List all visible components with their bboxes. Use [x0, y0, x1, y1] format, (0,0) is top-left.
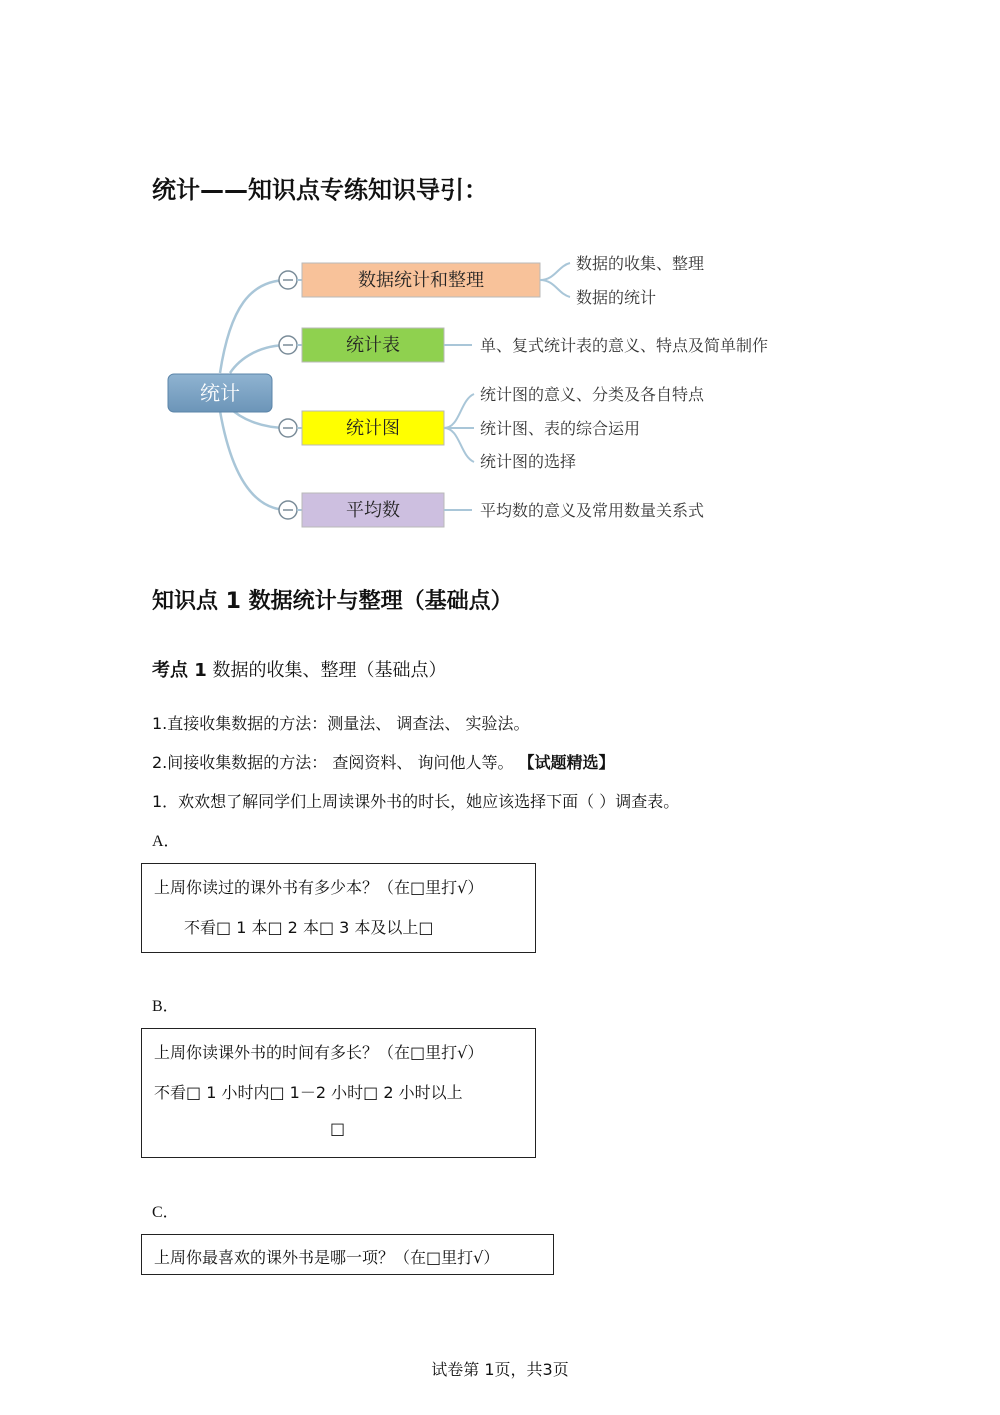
mindmap-branch-label: 统计图: [346, 418, 400, 439]
mindmap-sub-label: 数据的收集、整理: [576, 254, 705, 273]
mindmap-sub-label: 单、复式统计表的意义、特点及简单制作: [480, 336, 769, 355]
mindmap-branch-label: 数据统计和整理: [358, 270, 484, 291]
kaodian-label: 考点 1: [152, 660, 207, 681]
mindmap-sub-label: 平均数的意义及常用数量关系式: [480, 501, 705, 520]
mindmap-sub-label: 统计图的选择: [480, 452, 577, 471]
method-indirect: 2.间接收集数据的方法： 查阅资料、 询问他人等。: [152, 753, 514, 772]
option-b-checkbox: □: [330, 1119, 346, 1138]
kaodian-text: 数据的收集、整理（基础点）: [206, 660, 447, 681]
method-indirect-line: [152, 750, 615, 773]
page-title: 统计——知识点专练知识导引：: [152, 176, 488, 204]
mind-map-diagram: [160, 248, 880, 548]
option-b-choices: 不看□ 1 小时内□ 1－2 小时□ 2 小时以上: [154, 1083, 463, 1102]
kaodian-line: [152, 656, 447, 682]
method-direct: 1.直接收集数据的方法：测量法、 调查法、 实验法。: [152, 714, 530, 733]
option-c-question: 上周你最喜欢的课外书是哪一项？（在□里打√）: [154, 1248, 500, 1267]
option-a-label[interactable]: A．: [152, 833, 180, 850]
mindmap-branch-label: 统计表: [346, 335, 400, 356]
mindmap-sub-label: 数据的统计: [576, 288, 657, 307]
question-text: 1．欢欢想了解同学们上周读课外书的时长，她应该选择下面（ ）调查表。: [152, 792, 680, 811]
option-b-question: 上周你读课外书的时间有多长？（在□里打√）: [154, 1043, 484, 1062]
option-b-table: [141, 1028, 536, 1158]
mindmap-sub-label: 统计图的意义、分类及各自特点: [480, 385, 705, 404]
exercise-marker: 【试题精选】: [518, 753, 615, 772]
page-footer: 试卷第 1页，共3页: [431, 1360, 569, 1379]
section-heading: 知识点 1 数据统计与整理（基础点）: [152, 589, 513, 614]
option-c-label[interactable]: C．: [152, 1204, 179, 1221]
mindmap-root-label: 统计: [200, 381, 240, 405]
option-c-table: [141, 1234, 554, 1275]
mindmap-sub-label: 统计图、表的综合运用: [480, 419, 641, 438]
mindmap-branch-label: 平均数: [346, 500, 400, 521]
option-a-table: [141, 863, 536, 953]
option-b-label[interactable]: B．: [152, 998, 179, 1015]
option-a-question: 上周你读过的课外书有多少本？（在□里打√）: [154, 878, 484, 897]
option-a-choices: 不看□ 1 本□ 2 本□ 3 本及以上□: [184, 918, 434, 937]
